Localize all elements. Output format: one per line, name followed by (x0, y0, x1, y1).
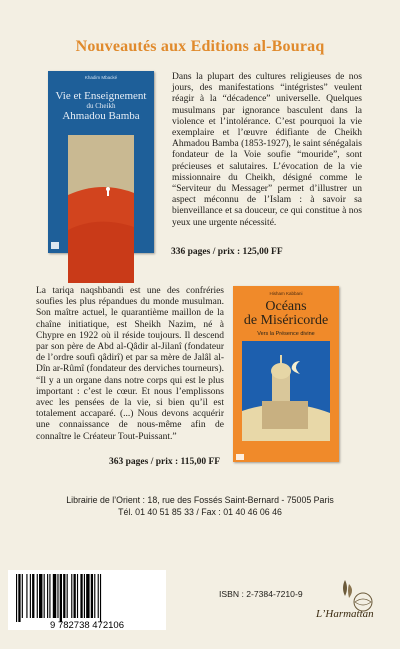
book2-description: La tariqa naqshbandi est une des confréries soufies les plus répandues du monde musulman. Son maître actuel, le quarantième maillon de la chaîne initiatique, est Sheikh Nazim, né à Chypre en 1922 où il réside toujours. Il descend par son père de Abd al-Qâdir al-Jilanî (fondateur de l’ordre soufi qâdirî) et par sa mère de Jalâl al-Dîn ar-Rûmî (fondateur des derviches tourneurs). “Il y a un organe dans notre corps qui est le plus important : c’est le cœur. Et nous l’emplissons avec les pensées de la vie, si bien qu’il est totalement accaparé. (...) Nous devons acquérir une connaissance de nous-même afin de connaître le Créateur Tout-Puissant.” (36, 286, 224, 442)
barcode-bar (94, 574, 95, 618)
cover-title-line: Océans (265, 299, 307, 314)
barcode-bar (91, 574, 93, 618)
barcode-bar (30, 574, 31, 618)
barcode-bar (47, 574, 48, 618)
barcode-bar (60, 574, 62, 622)
barcode-bar (100, 574, 101, 622)
barcode-bar (49, 574, 50, 618)
book-cover-ahmadou-bamba (48, 71, 154, 253)
barcode-bar (86, 574, 89, 618)
page-title: Nouveautés aux Editions al-Bouraq (75, 38, 325, 55)
book2-price: 363 pages / prix : 115,00 FF (109, 457, 221, 467)
barcode-bar (16, 574, 17, 622)
book-cover-oceans-de-misericorde (233, 286, 339, 462)
barcode-bar (44, 574, 45, 618)
barcode-bar (53, 574, 56, 618)
barcode-bar (39, 574, 42, 618)
desert-painting-image (68, 135, 134, 283)
barcode-bar (18, 574, 20, 622)
cover-title (50, 91, 152, 122)
barcode-bar (71, 574, 72, 618)
isbn: ISBN : 2-7384-7210-9 (219, 589, 303, 599)
cover-title-line: Vie et Enseignement (55, 90, 147, 102)
barcode-bar (37, 574, 38, 618)
barcode-bar (77, 574, 78, 618)
barcode-bar (80, 574, 82, 618)
publisher-logo-small (236, 454, 244, 460)
barcode-number: 9 782738 472106 (50, 620, 124, 630)
publisher-logo-small (51, 242, 59, 249)
book1-description: Dans la plupart des cultures religieuses de nos jours, des manifestations “intégristes” veulent réagir à la “décadence” universelle. Quelques musulmans par ignorance basculent dans la violence et l’intolérance. C’est pourquoi la vie exemplaire et l’œuvre édifiante de Cheikh Ahmadou Bamba (1853-1927), le saint sénégalais fondateur de la Voie soufie “mouride”, sont précieuses et salutaires. L’évocation de la vie missionnaire du Cheikh, désigné comme le “Serviteur du Messager” permet d’illustrer un aspect méconnu de l’Islam : à savoir sa bienveillance et sa douceur, ce qui constitue à nos yeux une urgente nécessité. (172, 72, 362, 228)
cover-author: Khadim Mbacké (84, 75, 118, 80)
barcode-bar (67, 574, 68, 618)
barcode (8, 570, 166, 630)
bookshop-address: Librairie de l’Orient : 18, rue des Fossés Saint-Bernard - 75005 Paris (66, 495, 334, 505)
book1-price: 336 pages / prix : 125,00 FF (171, 247, 283, 257)
cover-title-line: du Cheikh (86, 102, 116, 110)
cover-title (233, 300, 339, 328)
barcode-bar (84, 574, 85, 618)
cover-title-line: de Miséricorde (243, 313, 329, 328)
mosque-painting-image (242, 341, 330, 441)
barcode-bar (63, 574, 65, 618)
barcode-bar (57, 574, 58, 618)
bookshop-phone-fax: Tél. 01 40 51 85 33 / Fax : 01 40 46 06 46 (118, 507, 282, 517)
cover-author: Hisham Kabbani (269, 291, 303, 296)
cover-subtitle: Vers la Présence divine (257, 331, 315, 337)
barcode-bar (26, 574, 27, 618)
publisher-name: L’Harmattan (316, 608, 374, 620)
barcode-bar (22, 574, 23, 618)
cover-title-line: Ahmadou Bamba (62, 110, 140, 122)
barcode-bar (98, 574, 99, 618)
barcode-bar (74, 574, 76, 618)
barcode-bar (32, 574, 34, 618)
